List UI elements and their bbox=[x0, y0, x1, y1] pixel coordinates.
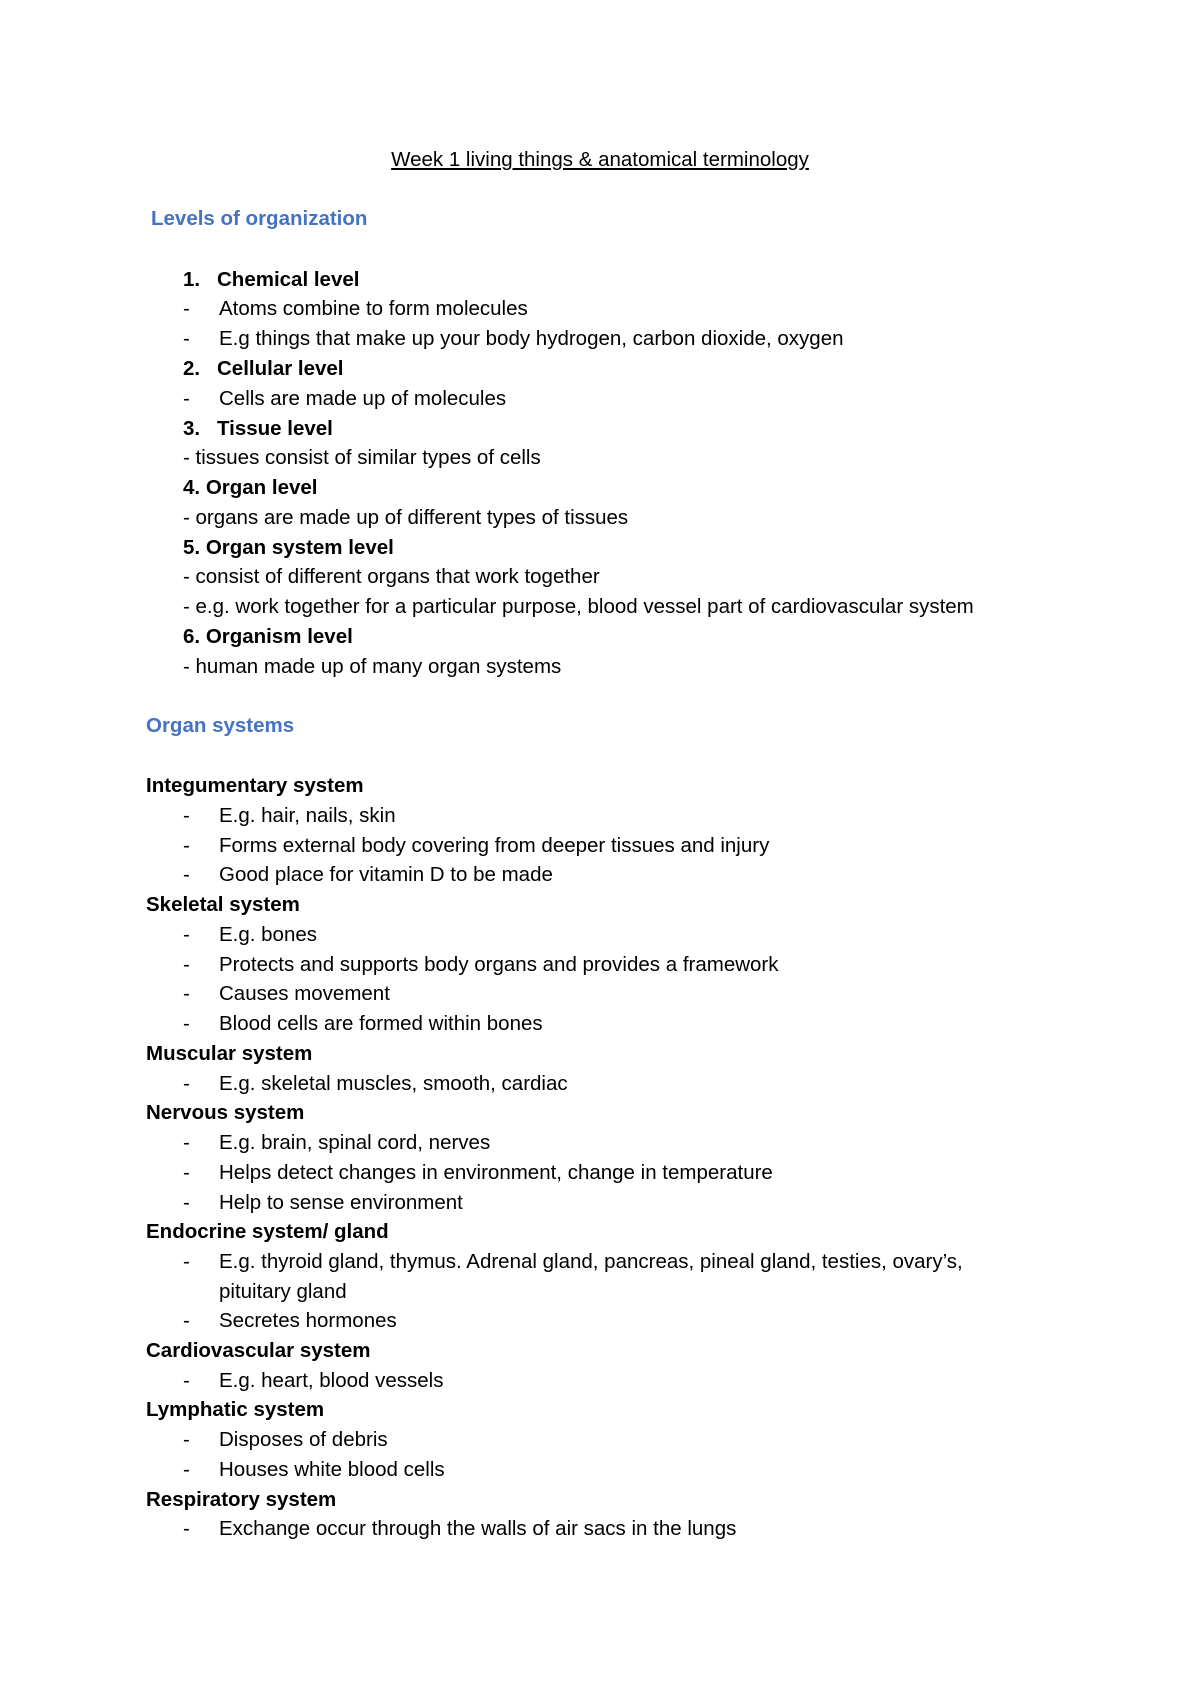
dash-icon: - bbox=[183, 863, 190, 886]
level-note: - e.g. work together for a particular purpose, blood vessel part of cardiovascular system bbox=[183, 595, 974, 618]
system-bullet: Houses white blood cells bbox=[219, 1458, 445, 1481]
level-note: - tissues consist of similar types of cells bbox=[183, 446, 541, 469]
dash-icon: - bbox=[183, 804, 190, 827]
system-name-endocrine: Endocrine system/ gland bbox=[146, 1220, 389, 1243]
level-label: Organism level bbox=[205, 625, 353, 648]
dash-icon: - bbox=[183, 1458, 190, 1481]
dash-icon: - bbox=[183, 982, 190, 1005]
section-heading-levels: Levels of organization bbox=[151, 207, 368, 230]
level-number: 3. bbox=[183, 417, 201, 440]
system-name-skeletal: Skeletal system bbox=[146, 893, 300, 916]
dash-icon: - bbox=[183, 327, 190, 350]
system-bullet: E.g. heart, blood vessels bbox=[219, 1369, 444, 1392]
system-bullet: Forms external body covering from deeper tissues and injury bbox=[219, 834, 770, 857]
dash-icon: - bbox=[183, 1131, 190, 1154]
system-bullet: E.g. hair, nails, skin bbox=[219, 804, 396, 827]
system-bullet-continued: pituitary gland bbox=[219, 1280, 347, 1303]
level-number: 4. bbox=[183, 476, 201, 499]
system-bullet: Help to sense environment bbox=[219, 1191, 463, 1214]
level-label: Organ level bbox=[205, 476, 318, 499]
section-heading-organ-systems: Organ systems bbox=[146, 714, 295, 737]
level-item-chemical bbox=[183, 268, 359, 292]
dash-icon: - bbox=[183, 1191, 190, 1214]
level-item-organism bbox=[183, 625, 353, 649]
dash-icon: - bbox=[183, 1161, 190, 1184]
level-item-cellular bbox=[183, 357, 343, 381]
level-item-tissue bbox=[183, 417, 333, 441]
level-number: 2. bbox=[183, 357, 201, 380]
level-bullet: Cells are made up of molecules bbox=[219, 387, 507, 410]
system-bullet: E.g. thyroid gland, thymus. Adrenal gland, pancreas, pineal gland, testies, ovary’s, bbox=[219, 1250, 963, 1273]
level-number: 1. bbox=[183, 268, 201, 291]
level-note: - human made up of many organ systems bbox=[183, 655, 562, 678]
dash-icon: - bbox=[183, 1072, 190, 1095]
level-label: Chemical level bbox=[217, 268, 360, 291]
system-bullet: Helps detect changes in environment, change in temperature bbox=[219, 1161, 773, 1184]
system-bullet: E.g. brain, spinal cord, nerves bbox=[219, 1131, 491, 1154]
system-bullet: Blood cells are formed within bones bbox=[219, 1012, 543, 1035]
system-name-nervous: Nervous system bbox=[146, 1101, 305, 1124]
system-bullet: Exchange occur through the walls of air sacs in the lungs bbox=[219, 1517, 737, 1540]
system-bullet: Causes movement bbox=[219, 982, 390, 1005]
dash-icon: - bbox=[183, 297, 190, 320]
system-bullet: E.g. bones bbox=[219, 923, 318, 946]
dash-icon: - bbox=[183, 1012, 190, 1035]
level-bullet: E.g things that make up your body hydrogen, carbon dioxide, oxygen bbox=[219, 327, 844, 350]
level-item-organ bbox=[183, 476, 317, 500]
level-number: 5. bbox=[183, 536, 201, 559]
dash-icon: - bbox=[183, 1309, 190, 1332]
level-number: 6. bbox=[183, 625, 201, 648]
dash-icon: - bbox=[183, 953, 190, 976]
level-label: Tissue level bbox=[217, 417, 333, 440]
system-name-lymphatic: Lymphatic system bbox=[146, 1398, 325, 1421]
system-bullet: Good place for vitamin D to be made bbox=[219, 863, 553, 886]
system-name-muscular: Muscular system bbox=[146, 1042, 313, 1065]
dash-icon: - bbox=[183, 1517, 190, 1540]
dash-icon: - bbox=[183, 923, 190, 946]
dash-icon: - bbox=[183, 387, 190, 410]
system-bullet: Protects and supports body organs and provides a framework bbox=[219, 953, 779, 976]
dash-icon: - bbox=[183, 1369, 190, 1392]
document-title: Week 1 living things & anatomical terminology bbox=[391, 148, 809, 171]
level-note: - organs are made up of different types of tissues bbox=[183, 506, 629, 529]
dash-icon: - bbox=[183, 834, 190, 857]
system-bullet: Secretes hormones bbox=[219, 1309, 397, 1332]
system-name-cardiovascular: Cardiovascular system bbox=[146, 1339, 371, 1362]
dash-icon: - bbox=[183, 1428, 190, 1451]
level-bullet: Atoms combine to form molecules bbox=[219, 297, 528, 320]
system-name-respiratory: Respiratory system bbox=[146, 1488, 337, 1511]
dash-icon: - bbox=[183, 1250, 190, 1273]
system-bullet: E.g. skeletal muscles, smooth, cardiac bbox=[219, 1072, 568, 1095]
level-label: Cellular level bbox=[217, 357, 344, 380]
system-bullet: Disposes of debris bbox=[219, 1428, 388, 1451]
level-item-organ-system bbox=[183, 536, 394, 560]
level-label: Organ system level bbox=[205, 536, 394, 559]
level-note: - consist of different organs that work together bbox=[183, 565, 600, 588]
system-name-integumentary: Integumentary system bbox=[146, 774, 364, 797]
